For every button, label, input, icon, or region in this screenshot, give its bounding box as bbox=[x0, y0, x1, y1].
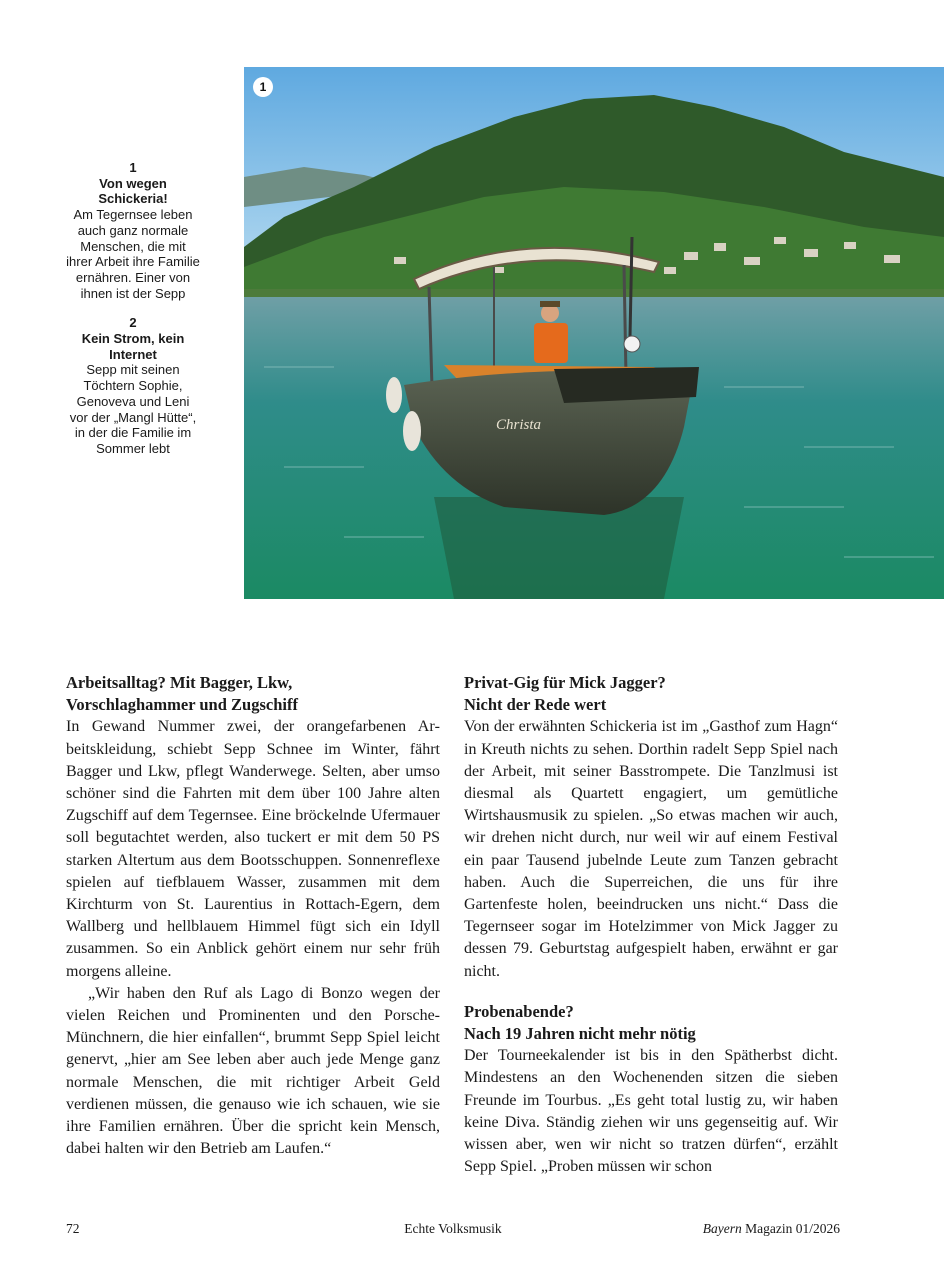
caption-title: Von wegen Schickeria! bbox=[98, 175, 168, 207]
photo-captions bbox=[66, 160, 200, 471]
boat-name: Christa bbox=[496, 417, 542, 433]
body-paragraph: Der Tourneekalender ist bis in den Spätherbst dicht. Mindestens an den Wochenenden sitzen die sieben Freunde im Tourbus. „Es geht total lustig zu, wir haben keine Diva. Ständig ziehen wir uns gegenseitig auf. Wir wissen aber, wen wir nicht so tratzen dürfen“, erzählt Sepp Spiel. „Proben müssen wir schon bbox=[464, 1047, 838, 1176]
caption-text: Sepp mit seinen Töchtern Sophie, Genoveva und Leni vor der „Mangl Hütte“, in der die Familie im Sommer lebt bbox=[69, 362, 197, 456]
photo-illustration bbox=[244, 67, 944, 599]
magazine-issue-text: Magazin 01/2026 bbox=[741, 1221, 840, 1236]
section-heading: Arbeitsalltag? Mit Bagger, Lkw, Vorschlaghammer und Zugschiff bbox=[66, 673, 298, 715]
magazine-issue bbox=[703, 1220, 840, 1238]
article-column-left bbox=[66, 672, 440, 1160]
caption-1 bbox=[66, 160, 200, 301]
body-paragraph: In Gewand Nummer zwei, der orangefarbenen Arbeitskleidung, schiebt Sepp Schnee im Winter, fährt Bagger und Lkw, pflegt Wanderwege. Selten, aber umso schöner sind die Fahrten mit dem über 100 Jahre alten Zugschiff auf dem Tegernsee. Eine bröckelnde Ufermauer soll begutachtet werden, also tuckert er mit dem 50 PS starken Altertum aus dem Bootsschuppen. Sonnenreflexe spielen auf tiefblauem Wasser, zusammen mit dem Kirchturm von St. Laurentius in Rottach-Egern, dem Wallberg und hellblauem Himmel fügt sich ein Idyll zusammen. So ein Anblick gehört einem nur sehr früh morgens alleine. bbox=[66, 718, 440, 980]
page-footer bbox=[66, 1220, 840, 1238]
page-number: 72 bbox=[66, 1221, 80, 1236]
lake-boat-photo bbox=[244, 67, 944, 599]
caption-number: 2 bbox=[129, 315, 137, 331]
caption-title: Kein Strom, kein Internet bbox=[81, 331, 185, 362]
section-heading: Privat-Gig für Mick Jagger? Nicht der Rede wert bbox=[464, 673, 666, 715]
section-heading: Probenabende? Nach 19 Jahren nicht mehr nötig bbox=[464, 1001, 696, 1044]
magazine-brand: Bayern bbox=[702, 1221, 742, 1236]
caption-number: 1 bbox=[129, 160, 137, 175]
body-paragraph: „Wir haben den Ruf als Lago di Bonzo wegen der vielen Reichen und Prominenten und den Porsche-Münchnern, die hier einfallen“, brummt Sepp Spiel leicht genervt, „hier am See leben aber auch jede Menge ganz normale Menschen, die mit richtiger Arbeit Geld verdienen müssen, die genauso wie ich schauen, wie sie ihre Familien ernähren. Über die spricht kein Mensch, dabei halten wir den Betrieb am Laufen.“ bbox=[66, 984, 440, 1158]
article-column-right bbox=[464, 672, 838, 1178]
caption-text: Am Tegernsee leben auch ganz normale Menschen, die mit ihrer Arbeit ihre Familie ernähren. Einer von ihnen ist der Sepp bbox=[66, 207, 200, 301]
caption-2 bbox=[66, 315, 200, 456]
body-paragraph: Von der erwähnten Schickeria ist im „Gasthof zum Hagn“ in Kreuth nichts zu sehen. Dorthin radelt Sepp Spiel nach der Arbeit, mit seiner Basstrompete. Die Tanzlmusi ist diesmal als Quartett engagiert, um gemütliche Wirtshausmusik zu spielen. „So etwas machen wir auch, wir drehen nicht durch, nur weil wir auf einem Festival ein paar Tausend jubelnde Leute zum Tanzen gebracht haben. Auch die Superreichen, die uns für ihre Gartenfeste holen, beeindrucken uns nicht.“ Dass die Tegernseer sogar im Hotelzimmer von Mick Jagger zu dessen 79. Geburtstag aufgespielt haben, erwähnt er gar nicht. bbox=[464, 718, 838, 980]
section-name: Echte Volksmusik bbox=[404, 1221, 502, 1236]
photo-number-badge: 1 bbox=[253, 77, 273, 97]
